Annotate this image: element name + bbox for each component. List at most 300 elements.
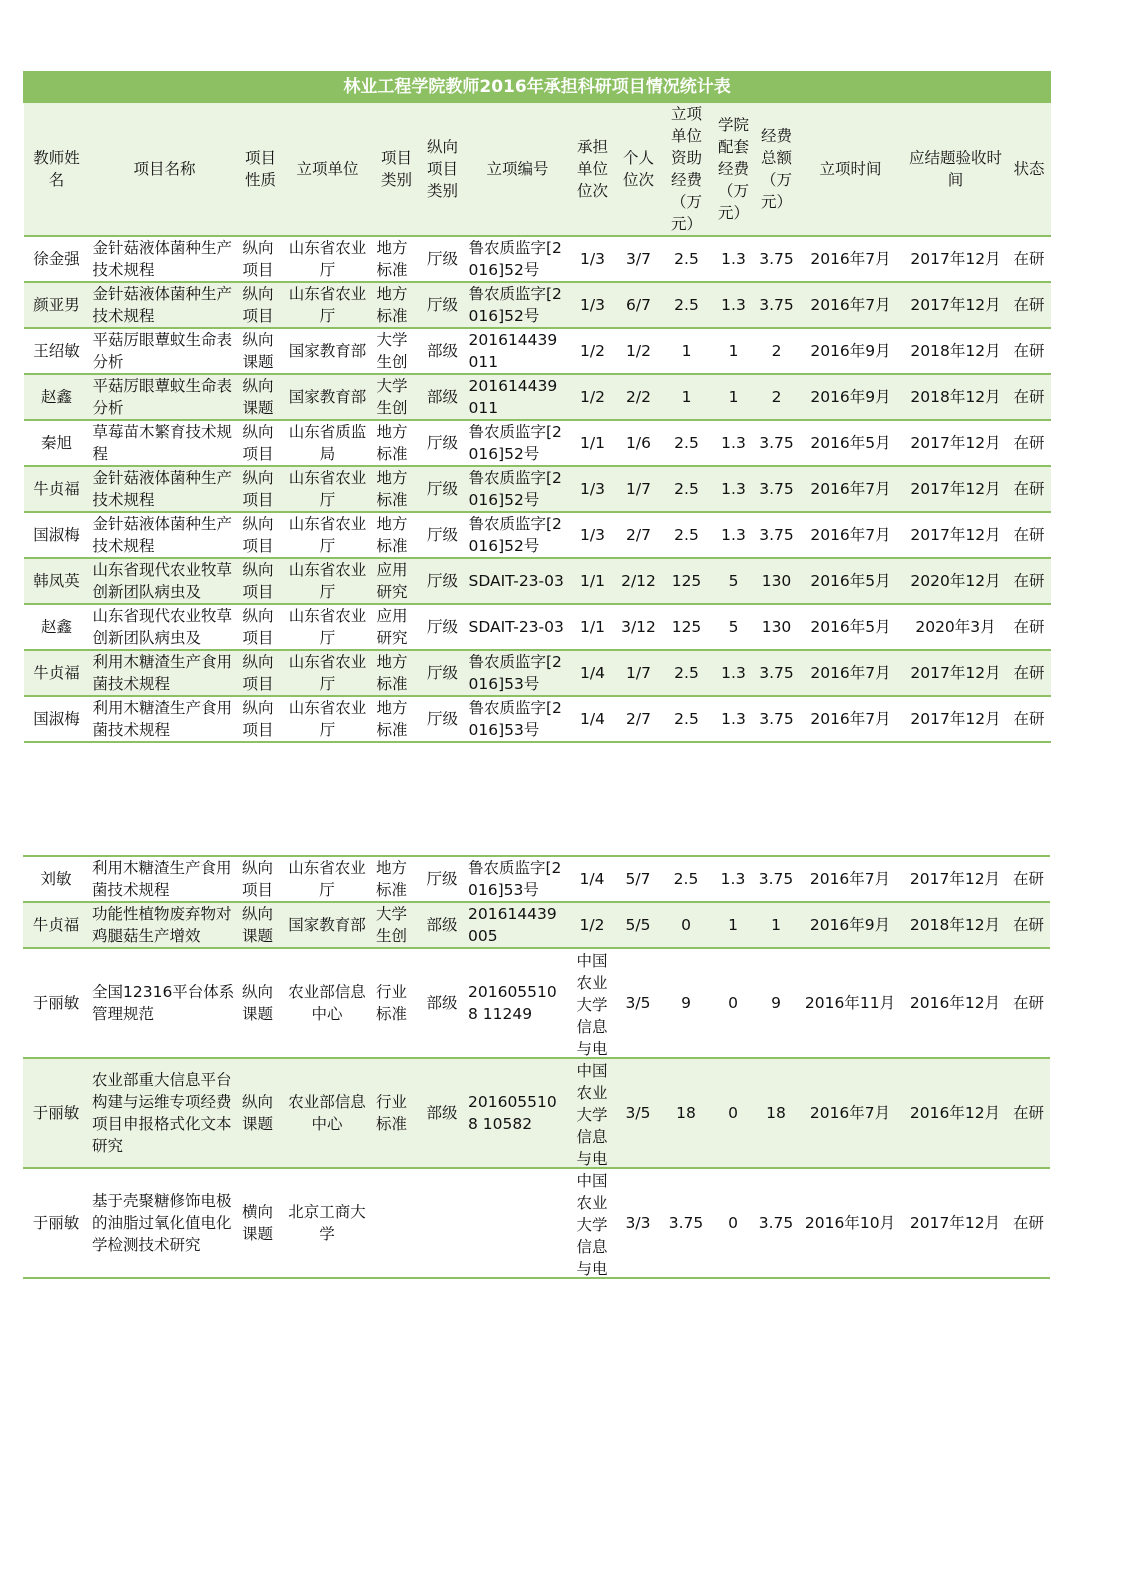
cell-text: 大学生创 (376, 377, 408, 417)
header-teacher: 教师姓名 (24, 103, 90, 237)
cell-text: 130 (761, 572, 792, 590)
cell-text: 在研 (1013, 250, 1045, 268)
cell-matching (712, 558, 756, 604)
cell-text: 1/2 (626, 342, 651, 360)
cell-text: 1/4 (579, 870, 605, 888)
cell-text: 地方标准 (376, 239, 408, 279)
cell-grant (662, 604, 712, 650)
cell-project-name (90, 466, 240, 512)
cell-text: 2/7 (626, 710, 651, 728)
cell-teacher (23, 902, 89, 948)
cell-text: 王绍敏 (33, 342, 80, 360)
table-row (24, 466, 1051, 512)
cell-text: 部级 (426, 342, 458, 360)
cell-text: 鲁农质监字[2016]53号 (468, 859, 562, 899)
table-row (24, 236, 1051, 282)
cell-category (374, 282, 420, 328)
cell-text: 3.75 (759, 250, 794, 268)
cell-personal-rank (616, 650, 662, 696)
cell-text: 赵鑫 (40, 388, 72, 406)
cell-text: 纵向项目 (242, 561, 274, 601)
cell-text: 地方标准 (376, 859, 408, 899)
cell-text: 2016年5月 (810, 434, 891, 452)
cell-text: 牛贞福 (33, 480, 80, 498)
cell-text: 利用木糖渣生产食用菌技术规程 (92, 653, 233, 693)
table-row (24, 558, 1051, 604)
cell-start (797, 1058, 903, 1168)
cell-text: 厅级 (426, 480, 458, 498)
cell-matching (712, 420, 756, 466)
cell-matching (711, 948, 755, 1058)
cell-unit-rank (570, 420, 616, 466)
cell-unit (281, 1168, 373, 1278)
cell-text: 地方标准 (376, 285, 408, 325)
cell-end (904, 420, 1008, 466)
cell-text: 2016年12月 (909, 1104, 1001, 1122)
cell-text: 厅级 (426, 870, 458, 888)
cell-text: 大学生创 (376, 331, 408, 371)
cell-end (904, 650, 1008, 696)
cell-total (756, 374, 798, 420)
cell-level (420, 604, 466, 650)
cell-text: 大学生创 (376, 905, 408, 945)
cell-matching (711, 902, 755, 948)
cell-text: 0 (728, 1104, 738, 1122)
cell-text: 山东省农业厅 (288, 515, 367, 555)
cell-unit (282, 282, 374, 328)
cell-start (798, 696, 904, 742)
cell-text: 2.5 (674, 296, 699, 314)
cell-text: 5 (728, 618, 739, 636)
cell-text: 3.75 (668, 1214, 704, 1232)
cell-unit (282, 512, 374, 558)
cell-nature (239, 902, 281, 948)
cell-text: 厅级 (426, 296, 458, 314)
cell-text: 地方标准 (376, 423, 408, 463)
cell-text: 在研 (1013, 342, 1045, 360)
cell-text: 2017年12月 (910, 480, 1001, 498)
cell-text: 在研 (1013, 388, 1045, 406)
cell-text: 1 (728, 388, 739, 406)
cell-text: 3/3 (625, 1214, 651, 1232)
cell-text: 牛贞福 (33, 664, 80, 682)
cell-status (1007, 1058, 1050, 1168)
cell-unit-rank (570, 282, 616, 328)
cell-teacher (24, 282, 90, 328)
cell-unit (282, 650, 374, 696)
cell-text: 鲁农质监字[2016]53号 (468, 653, 562, 693)
cell-total (755, 948, 797, 1058)
cell-teacher (24, 558, 90, 604)
header-unit: 立项单位 (282, 103, 374, 237)
cell-end (904, 604, 1008, 650)
header-end: 应结题验收时间 (904, 103, 1008, 237)
cell-text: 2016年9月 (809, 916, 891, 934)
cell-unit (282, 328, 374, 374)
cell-text: 行业标准 (376, 1093, 408, 1133)
cell-total (756, 512, 798, 558)
cell-text: 鲁农质监字[2016]53号 (468, 699, 562, 739)
cell-text: 山东省农业厅 (288, 859, 366, 899)
cell-project-name (90, 604, 240, 650)
cell-grant (661, 902, 711, 948)
cell-teacher (24, 374, 90, 420)
cell-project-name (90, 236, 240, 282)
cell-text: 平菇厉眼蕈蚊生命表分析 (92, 377, 233, 417)
cell-text: 于丽敏 (32, 1214, 80, 1232)
cell-text: 农业部信息中心 (288, 983, 366, 1023)
cell-text: 中国农业大学信息与电 (576, 1172, 608, 1276)
cell-teacher (23, 1058, 89, 1168)
cell-project-name (90, 512, 240, 558)
cell-text: 应用研究 (376, 561, 408, 601)
cell-text: 纵向课题 (242, 983, 274, 1023)
cell-status (1008, 696, 1051, 742)
cell-text: 2016055108 11249 (468, 983, 557, 1023)
cell-teacher (24, 512, 90, 558)
cell-start (798, 328, 904, 374)
cell-status (1008, 282, 1051, 328)
table-row (23, 1058, 1050, 1168)
table-page-1 (23, 71, 1050, 743)
cell-project-name (90, 696, 240, 742)
cell-teacher (23, 1168, 89, 1278)
cell-text: 2.5 (674, 710, 699, 728)
table-row (24, 512, 1051, 558)
cell-unit (281, 948, 373, 1058)
cell-text: 韩凤英 (33, 572, 80, 590)
cell-text: 2016年9月 (810, 388, 891, 406)
cell-text: 201614439005 (468, 905, 557, 945)
cell-personal-rank (616, 328, 662, 374)
cell-grant (661, 1168, 711, 1278)
cell-end (904, 236, 1008, 282)
cell-text: 2/12 (621, 572, 656, 590)
cell-text: 1 (728, 916, 738, 934)
cell-text: 2017年12月 (910, 296, 1001, 314)
cell-level (420, 466, 466, 512)
cell-text: 纵向项目 (242, 653, 274, 693)
cell-text: 3.75 (758, 1214, 794, 1232)
cell-status (1008, 558, 1051, 604)
cell-category (374, 512, 420, 558)
cell-code (466, 282, 570, 328)
cell-start (798, 374, 904, 420)
cell-text: 2.5 (674, 250, 699, 268)
cell-text: 1/7 (626, 480, 651, 498)
cell-text: 2018年12月 (909, 916, 1001, 934)
cell-text: 125 (671, 618, 702, 636)
cell-text: 山东省现代农业牧草创新团队病虫及 (92, 561, 233, 601)
cell-grant (662, 512, 712, 558)
cell-text: 在研 (1012, 870, 1044, 888)
cell-text: 2.5 (674, 480, 699, 498)
cell-unit (281, 856, 373, 902)
cell-text: 1 (771, 916, 781, 934)
cell-text: 0 (728, 994, 738, 1012)
cell-category (374, 328, 420, 374)
cell-text: 18 (766, 1104, 786, 1122)
cell-personal-rank (615, 948, 661, 1058)
cell-unit (281, 1058, 373, 1168)
cell-text: 2016年5月 (810, 618, 891, 636)
cell-text: SDAIT-23-03 (468, 618, 564, 636)
cell-text: 2017年12月 (909, 870, 1001, 888)
cell-text: 2020年12月 (910, 572, 1001, 590)
cell-unit-rank (569, 1058, 615, 1168)
cell-personal-rank (615, 856, 661, 902)
cell-text: 2016年11月 (804, 994, 896, 1012)
cell-unit-rank (569, 856, 615, 902)
cell-personal-rank (615, 902, 661, 948)
cell-text: 秦旭 (40, 434, 72, 452)
cell-grant (662, 650, 712, 696)
cell-text: 全国12316平台体系管理规范 (92, 983, 235, 1023)
cell-text: 行业标准 (376, 983, 408, 1023)
cell-total (756, 466, 798, 512)
cell-level (419, 1058, 465, 1168)
cell-level (420, 328, 466, 374)
cell-level (420, 650, 466, 696)
cell-text: 2017年12月 (910, 434, 1001, 452)
cell-text: 鲁农质监字[2016]52号 (468, 239, 562, 279)
cell-text: 金针菇液体菌种生产技术规程 (92, 515, 233, 555)
cell-matching (711, 856, 755, 902)
cell-text: 在研 (1013, 434, 1045, 452)
cell-text: 山东省农业厅 (288, 653, 367, 693)
cell-category (374, 466, 420, 512)
cell-text: 纵向课题 (242, 331, 274, 371)
cell-text: 纵向课题 (242, 377, 274, 417)
cell-code (466, 604, 570, 650)
cell-text: 201614439011 (468, 377, 558, 417)
cell-end (903, 948, 1007, 1058)
cell-text: 1.3 (721, 434, 746, 452)
cell-text: 130 (761, 618, 792, 636)
cell-unit (282, 374, 374, 420)
cell-start (798, 558, 904, 604)
cell-nature (240, 328, 282, 374)
cell-text: 3.75 (759, 480, 794, 498)
cell-category (374, 650, 420, 696)
cell-text: 国家教育部 (288, 342, 367, 360)
cell-personal-rank (616, 282, 662, 328)
cell-text: 1/2 (579, 916, 605, 934)
cell-text: 刘敏 (40, 870, 72, 888)
cell-matching (712, 328, 756, 374)
cell-grant (662, 420, 712, 466)
cell-text: 金针菇液体菌种生产技术规程 (92, 239, 233, 279)
cell-text: 2020年3月 (915, 618, 996, 636)
cell-text: 山东省农业厅 (288, 469, 367, 509)
cell-status (1008, 512, 1051, 558)
cell-text: 地方标准 (376, 699, 408, 739)
cell-text: 2016年12月 (909, 994, 1001, 1012)
cell-project-name (89, 902, 239, 948)
cell-grant (662, 558, 712, 604)
header-personal-rank: 个人位次 (616, 103, 662, 237)
cell-level (420, 374, 466, 420)
cell-nature (240, 466, 282, 512)
cell-unit (282, 604, 374, 650)
cell-grant (662, 374, 712, 420)
cell-category (373, 1058, 419, 1168)
cell-text: 2016年7月 (810, 710, 891, 728)
cell-text: 山东省质监局 (288, 423, 367, 463)
header-project-name: 项目名称 (90, 103, 240, 237)
cell-text: 山东省农业厅 (288, 561, 367, 601)
cell-text: 在研 (1012, 916, 1044, 934)
cell-unit (282, 466, 374, 512)
cell-text: 中国农业大学信息与电 (576, 1062, 608, 1166)
cell-start (798, 512, 904, 558)
cell-unit-rank (569, 948, 615, 1058)
cell-text: 3/7 (626, 250, 651, 268)
cell-unit-rank (569, 902, 615, 948)
cell-text: 在研 (1013, 526, 1045, 544)
cell-text: 于丽敏 (32, 994, 80, 1012)
cell-text: 1.3 (721, 296, 746, 314)
cell-teacher (24, 466, 90, 512)
cell-unit-rank (570, 328, 616, 374)
cell-text: 5/5 (625, 916, 651, 934)
cell-text: 0 (681, 916, 691, 934)
cell-text: 地方标准 (376, 515, 408, 555)
cell-text: 3.75 (758, 870, 794, 888)
cell-total (755, 1058, 797, 1168)
cell-text: 纵向项目 (242, 469, 274, 509)
cell-text: 在研 (1013, 572, 1045, 590)
cell-text: 在研 (1013, 618, 1045, 636)
cell-nature (240, 650, 282, 696)
cell-text: 横向课题 (242, 1203, 274, 1243)
cell-grant (662, 328, 712, 374)
cell-status (1007, 902, 1050, 948)
cell-text: 3.75 (759, 710, 794, 728)
cell-matching (711, 1058, 755, 1168)
cell-code (466, 374, 570, 420)
cell-text: 国淑梅 (33, 526, 80, 544)
cell-text: 1/4 (580, 664, 605, 682)
cell-start (797, 1168, 903, 1278)
cell-end (903, 1168, 1007, 1278)
cell-level (419, 1168, 465, 1278)
cell-text: 应用研究 (376, 607, 408, 647)
cell-unit-rank (570, 512, 616, 558)
header-category: 项目类别 (374, 103, 420, 237)
cell-code (466, 328, 570, 374)
cell-text: 厅级 (426, 710, 458, 728)
cell-unit (282, 236, 374, 282)
cell-text: 2.5 (673, 870, 699, 888)
cell-code (466, 420, 570, 466)
cell-text: 1.3 (721, 250, 746, 268)
cell-text: 中国农业大学信息与电 (576, 952, 608, 1056)
cell-nature (240, 558, 282, 604)
cell-text: 2.5 (674, 526, 699, 544)
cell-text: 5 (728, 572, 739, 590)
cell-start (797, 856, 903, 902)
cell-total (756, 420, 798, 466)
cell-text: SDAIT-23-03 (468, 572, 564, 590)
cell-text: 3.75 (759, 526, 794, 544)
cell-text: 纵向项目 (242, 239, 274, 279)
cell-code (465, 1058, 569, 1168)
cell-total (756, 282, 798, 328)
cell-status (1008, 650, 1051, 696)
cell-unit-rank (570, 696, 616, 742)
cell-text: 2016年9月 (810, 342, 891, 360)
cell-text: 2 (771, 388, 782, 406)
cell-project-name (90, 420, 240, 466)
cell-total (756, 696, 798, 742)
cell-status (1008, 466, 1051, 512)
cell-start (798, 420, 904, 466)
cell-matching (712, 282, 756, 328)
cell-category (373, 902, 419, 948)
cell-personal-rank (616, 604, 662, 650)
cell-text: 1.3 (721, 480, 746, 498)
cell-unit-rank (570, 650, 616, 696)
cell-level (420, 420, 466, 466)
cell-teacher (24, 420, 90, 466)
cell-project-name (90, 328, 240, 374)
cell-code (466, 696, 570, 742)
cell-grant (662, 282, 712, 328)
cell-text: 1/1 (580, 618, 605, 636)
cell-unit-rank (570, 604, 616, 650)
header-matching: 学院配套经费（万元） (712, 103, 756, 237)
cell-nature (239, 1058, 281, 1168)
cell-text: 在研 (1013, 664, 1045, 682)
cell-level (419, 856, 465, 902)
table-row (24, 328, 1051, 374)
cell-personal-rank (616, 466, 662, 512)
cell-personal-rank (615, 1058, 661, 1168)
cell-text: 赵鑫 (40, 618, 72, 636)
cell-start (798, 466, 904, 512)
cell-text: 国淑梅 (33, 710, 80, 728)
table-row (23, 902, 1050, 948)
cell-end (904, 328, 1008, 374)
cell-text: 5/7 (625, 870, 651, 888)
cell-status (1007, 1168, 1050, 1278)
cell-end (903, 1058, 1007, 1168)
cell-status (1008, 374, 1051, 420)
cell-text: 纵向课题 (242, 905, 274, 945)
cell-text: 纵向项目 (242, 423, 274, 463)
cell-start (798, 604, 904, 650)
cell-personal-rank (616, 696, 662, 742)
header-row (24, 103, 1051, 237)
cell-text: 部级 (426, 994, 458, 1012)
cell-text: 部级 (426, 1104, 458, 1122)
cell-text: 利用木糖渣生产食用菌技术规程 (92, 699, 233, 739)
cell-matching (711, 1168, 755, 1278)
header-level: 纵向项目类别 (420, 103, 466, 237)
cell-text: 3.75 (759, 434, 794, 452)
cell-text: 厅级 (426, 434, 458, 452)
cell-text: 1/3 (580, 526, 605, 544)
cell-teacher (24, 604, 90, 650)
research-project-table (23, 71, 1051, 743)
cell-project-name (89, 1168, 239, 1278)
cell-unit-rank (569, 1168, 615, 1278)
cell-total (756, 604, 798, 650)
cell-text: 在研 (1012, 994, 1044, 1012)
cell-text: 牛贞福 (32, 916, 80, 934)
cell-text: 1 (728, 342, 739, 360)
